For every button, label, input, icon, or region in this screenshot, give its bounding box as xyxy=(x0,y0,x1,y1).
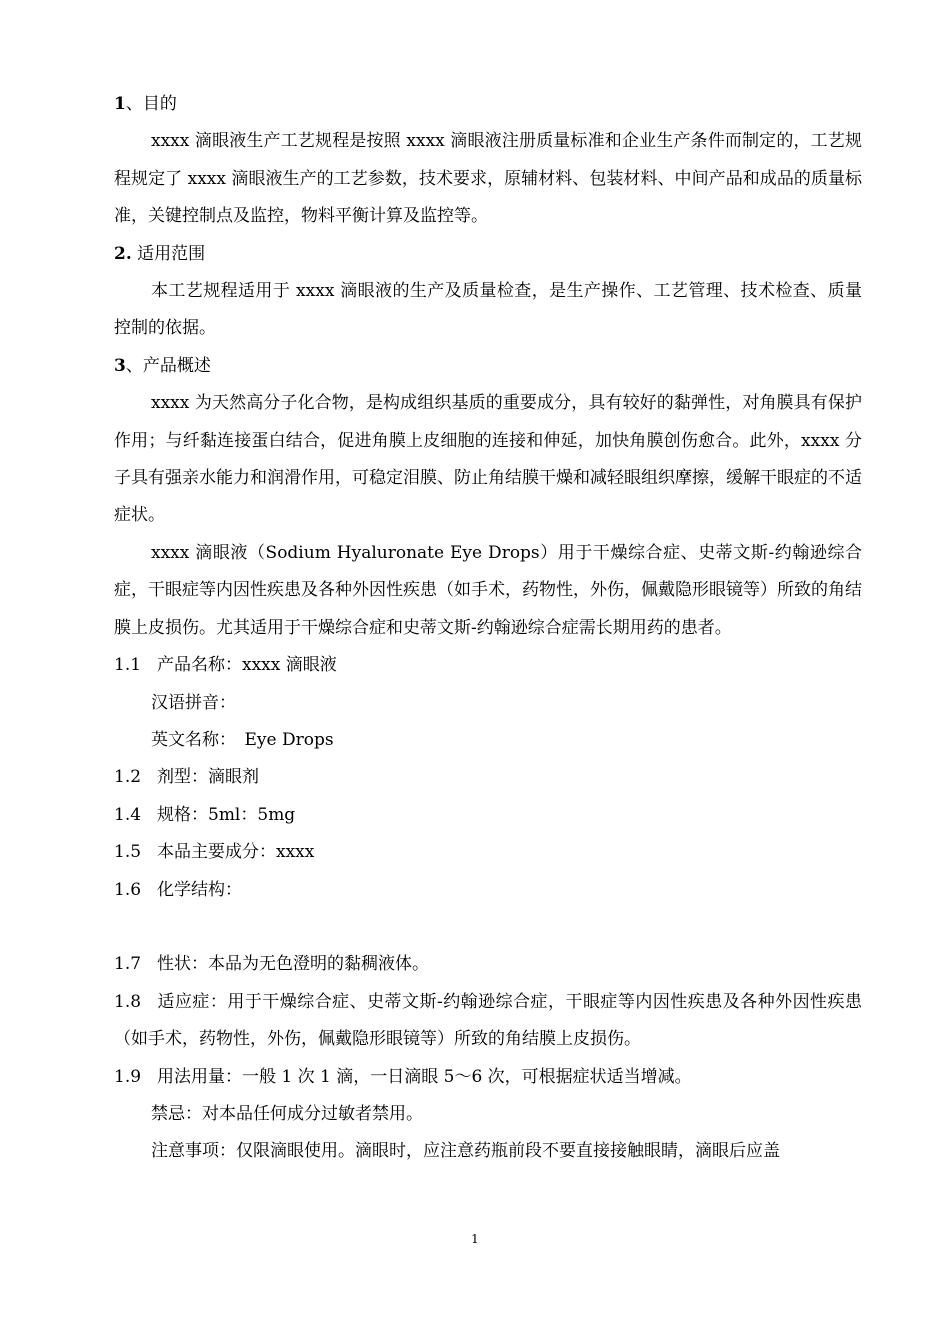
item-1-2: 1.2 剂型：滴眼剂 xyxy=(114,767,259,788)
section-2-heading: 2. 适用范围 xyxy=(114,243,206,264)
section-3-heading: 3、产品概述 xyxy=(114,355,211,376)
section-3-paragraph-1: xxxx 为天然高分子化合物，是构成组织基质的重要成分，具有较好的黏弹性，对角膜具有保护作用；与纤黏连接蛋白结合，促进角膜上皮细胞的连接和伸延，加快角膜创伤愈合。此外，xxxx 分子具有强亲水能力和润滑作用，可稳定泪膜、防止角结膜干燥和减轻眼组织摩擦，缓解干眼症的不适症状。 xyxy=(114,393,862,526)
item-1-8: 1.8 适应症：用于干燥综合症、史蒂文斯-约翰逊综合症，干眼症等内因性疾患及各种外因性疾患（如手术，药物性，外伤，佩戴隐形眼镜等）所致的角结膜上皮损伤。 xyxy=(114,991,862,1050)
item-english-name: 英文名称： Eye Drops xyxy=(151,729,334,750)
item-1-9: 1.9 用法用量：一般 1 次 1 滴，一日滴眼 5～6 次，可根据症状适当增减。 xyxy=(114,1066,692,1087)
section-1-paragraph: xxxx 滴眼液生产工艺规程是按照 xxxx 滴眼液注册质量标准和企业生产条件而制定的，工艺规程规定了 xxxx 滴眼液生产的工艺参数，技术要求，原辅材料、包装材料、中间产品和成品的质量标准，关键控制点及监控，物料平衡计算及监控等。 xyxy=(114,131,862,227)
item-1-7: 1.7 性状：本品为无色澄明的黏稠液体。 xyxy=(114,954,429,975)
item-1-1: 1.1 产品名称：xxxx 滴眼液 xyxy=(114,655,337,676)
item-1-4: 1.4 规格：5ml：5mg xyxy=(114,804,296,825)
item-1-5: 1.5 本品主要成分：xxxx xyxy=(114,842,315,863)
section-1-heading: 1、目的 xyxy=(114,94,177,114)
document-page xyxy=(114,86,862,1171)
section-3-paragraph-2: xxxx 滴眼液（Sodium Hyaluronate Eye Drops）用于干燥综合症、史蒂文斯-约翰逊综合症，干眼症等内因性疾患及各种外因性疾患（如手术，药物性，外伤，佩戴隐形眼镜等）所致的角结膜上皮损伤。尤其适用于干燥综合症和史蒂文斯-约翰逊综合症需长期用药的患者。 xyxy=(114,542,862,638)
section-2-paragraph: 本工艺规程适用于 xxxx 滴眼液的生产及质量检查，是生产操作、工艺管理、技术检查、质量控制的依据。 xyxy=(114,281,862,339)
item-contraindication: 禁忌：对本品任何成分过敏者禁用。 xyxy=(151,1103,423,1124)
page-number: 1 xyxy=(471,1232,479,1246)
item-caution: 注意事项：仅限滴眼使用。滴眼时，应注意药瓶前段不要直接接触眼睛，滴眼后应盖 xyxy=(151,1141,780,1162)
blank-line xyxy=(114,909,862,946)
item-pinyin: 汉语拼音： xyxy=(151,692,236,713)
item-1-6: 1.6 化学结构： xyxy=(114,879,242,900)
